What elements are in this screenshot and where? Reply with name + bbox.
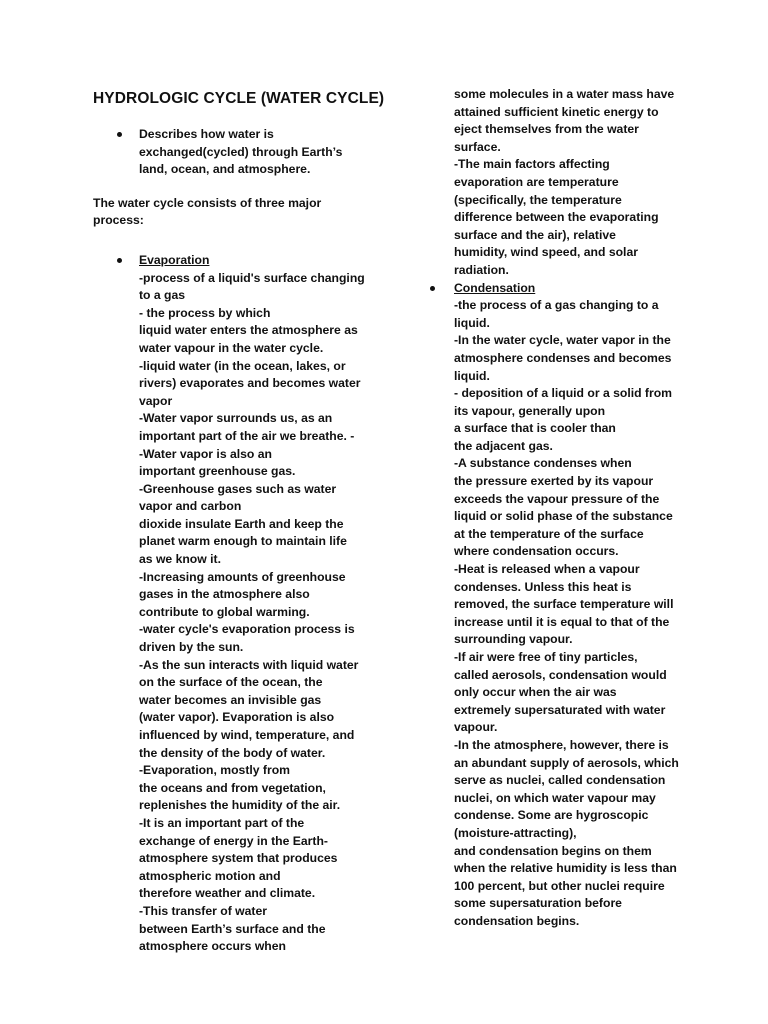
text-line: -In the atmosphere, however, there is bbox=[454, 737, 669, 752]
text-line: (water vapor). Evaporation is also bbox=[139, 710, 335, 725]
evaporation-section bbox=[93, 252, 393, 956]
intro-bullet-text bbox=[139, 126, 393, 179]
condensation-lines bbox=[454, 297, 688, 930]
text-line: -As the sun interacts with liquid water bbox=[139, 657, 359, 672]
text-line: to a gas bbox=[139, 288, 186, 303]
text-line: extremely supersaturated with water bbox=[454, 702, 666, 717]
text-line: a surface that is cooler than bbox=[454, 421, 616, 436]
bullet-icon bbox=[117, 258, 122, 263]
text-line: -In the water cycle, water vapor in the bbox=[454, 333, 671, 348]
text-line: on the surface of the ocean, the bbox=[139, 675, 323, 690]
text-line: its vapour, generally upon bbox=[454, 403, 606, 418]
page-title: HYDROLOGIC CYCLE (WATER CYCLE) bbox=[93, 90, 385, 107]
text-line: attained sufficient kinetic energy to bbox=[454, 104, 659, 119]
text-line: the density of the body of water. bbox=[139, 745, 326, 760]
left-column bbox=[93, 86, 393, 956]
text-line: important part of the air we breathe. - bbox=[139, 428, 355, 443]
evaporation-continuation bbox=[454, 86, 688, 280]
text-line: - the process by which bbox=[139, 305, 271, 320]
text-line: evaporation are temperature bbox=[454, 174, 619, 189]
text-line: and condensation begins on them bbox=[454, 843, 652, 858]
text-line: replenishes the humidity of the air. bbox=[139, 798, 341, 813]
text-line: -This transfer of water bbox=[139, 903, 267, 918]
text-line: land, ocean, and atmosphere. bbox=[139, 162, 311, 177]
text-line: atmospheric motion and bbox=[139, 868, 281, 883]
text-line: when the relative humidity is less than bbox=[454, 861, 677, 876]
text-line: exchange of energy in the Earth- bbox=[139, 833, 328, 848]
text-line: -A substance condenses when bbox=[454, 456, 632, 471]
text-line: increase until it is equal to that of the bbox=[454, 614, 670, 629]
text-line: liquid. bbox=[454, 368, 490, 383]
text-line: vapor bbox=[139, 393, 173, 408]
text-line: Describes how water is bbox=[139, 127, 274, 141]
text-line: -water cycle's evaporation process is bbox=[139, 622, 355, 637]
text-line: water becomes an invisible gas bbox=[139, 692, 322, 707]
text-line: -process of a liquid's surface changing bbox=[139, 270, 365, 285]
evaporation-lines bbox=[139, 270, 393, 956]
text-line: rivers) evaporates and becomes water bbox=[139, 376, 361, 391]
text-line: -Increasing amounts of greenhouse bbox=[139, 569, 346, 584]
text-line: influenced by wind, temperature, and bbox=[139, 728, 355, 742]
text-line: -Water vapor surrounds us, as an bbox=[139, 411, 333, 426]
text-line: -If air were free of tiny particles, bbox=[454, 650, 638, 664]
text-line: the pressure exerted by its vapour bbox=[454, 474, 654, 489]
text-line: only occur when the air was bbox=[454, 685, 617, 700]
intro-bullet bbox=[93, 126, 393, 179]
text-line: between Earth’s surface and the bbox=[139, 921, 326, 936]
text-line: serve as nuclei, called condensation bbox=[454, 773, 666, 788]
text-line: therefore weather and climate. bbox=[139, 886, 316, 901]
text-line: process: bbox=[93, 213, 144, 228]
condensation-heading: Condensation bbox=[454, 280, 536, 295]
text-line: the adjacent gas. bbox=[454, 438, 553, 453]
bullet-icon bbox=[117, 132, 122, 137]
text-line: condenses. Unless this heat is bbox=[454, 579, 632, 594]
text-line: exceeds the vapour pressure of the bbox=[454, 491, 660, 506]
text-line: as we know it. bbox=[139, 552, 221, 567]
text-line: removed, the surface temperature will bbox=[454, 597, 674, 612]
text-line: at the temperature of the surface bbox=[454, 526, 644, 541]
text-line: planet warm enough to maintain life bbox=[139, 534, 347, 549]
text-line: liquid or solid phase of the substance bbox=[454, 509, 673, 524]
text-line: -Greenhouse gases such as water bbox=[139, 481, 337, 496]
evaporation-text bbox=[139, 252, 393, 956]
text-line: (specifically, the temperature bbox=[454, 192, 622, 207]
text-line: eject themselves from the water bbox=[454, 122, 639, 137]
text-line: gases in the atmosphere also bbox=[139, 587, 310, 602]
text-line: driven by the sun. bbox=[139, 640, 244, 655]
intro-paragraph bbox=[93, 195, 393, 230]
condensation-section bbox=[428, 280, 688, 931]
text-line: -It is an important part of the bbox=[139, 815, 305, 830]
text-line: atmosphere system that produces bbox=[139, 851, 338, 866]
text-line: vapour. bbox=[454, 720, 498, 735]
text-line: radiation. bbox=[454, 262, 509, 277]
text-line: where condensation occurs. bbox=[454, 544, 619, 559]
bullet-icon bbox=[430, 286, 435, 291]
text-line: contribute to global warming. bbox=[139, 604, 310, 619]
text-line: -the process of a gas changing to a bbox=[454, 298, 659, 313]
text-line: condensation begins. bbox=[454, 913, 580, 928]
text-line: -Water vapor is also an bbox=[139, 446, 272, 461]
text-line: called aerosols, condensation would bbox=[454, 667, 667, 682]
text-line: - deposition of a liquid or a solid from bbox=[454, 386, 673, 401]
text-line: important greenhouse gas. bbox=[139, 464, 296, 479]
text-line: surface and the air), relative bbox=[454, 227, 616, 242]
text-line: surface. bbox=[454, 139, 501, 154]
text-line: exchanged(cycled) through Earth’s bbox=[139, 144, 343, 159]
text-line: the oceans and from vegetation, bbox=[139, 780, 326, 795]
text-line: atmosphere condenses and becomes bbox=[454, 350, 672, 365]
text-line: water vapour in the water cycle. bbox=[139, 340, 324, 355]
text-line: some molecules in a water mass have bbox=[454, 87, 675, 101]
text-line: some supersaturation before bbox=[454, 896, 622, 911]
text-line: condense. Some are hygroscopic bbox=[454, 808, 649, 823]
text-line: The water cycle consists of three major bbox=[93, 195, 322, 210]
text-line: (moisture-attracting), bbox=[454, 825, 577, 840]
evaporation-heading: Evaporation bbox=[139, 252, 210, 267]
condensation-text bbox=[454, 280, 688, 931]
text-line: nuclei, on which water vapour may bbox=[454, 790, 656, 805]
text-line: -liquid water (in the ocean, lakes, or bbox=[139, 358, 346, 373]
text-line: difference between the evaporating bbox=[454, 210, 659, 225]
text-line: atmosphere occurs when bbox=[139, 939, 286, 954]
text-line: -The main factors affecting bbox=[454, 157, 610, 172]
text-line: vapor and carbon bbox=[139, 499, 242, 514]
right-column bbox=[428, 86, 688, 931]
text-line: -Heat is released when a vapour bbox=[454, 562, 640, 577]
text-line: an abundant supply of aerosols, which bbox=[454, 755, 679, 770]
text-line: surrounding vapour. bbox=[454, 632, 573, 647]
text-line: -Evaporation, mostly from bbox=[139, 763, 291, 778]
text-line: liquid water enters the atmosphere as bbox=[139, 323, 358, 338]
text-line: liquid. bbox=[454, 315, 490, 330]
text-line: dioxide insulate Earth and keep the bbox=[139, 516, 344, 531]
text-line: 100 percent, but other nuclei require bbox=[454, 878, 665, 893]
text-line: humidity, wind speed, and solar bbox=[454, 245, 638, 260]
